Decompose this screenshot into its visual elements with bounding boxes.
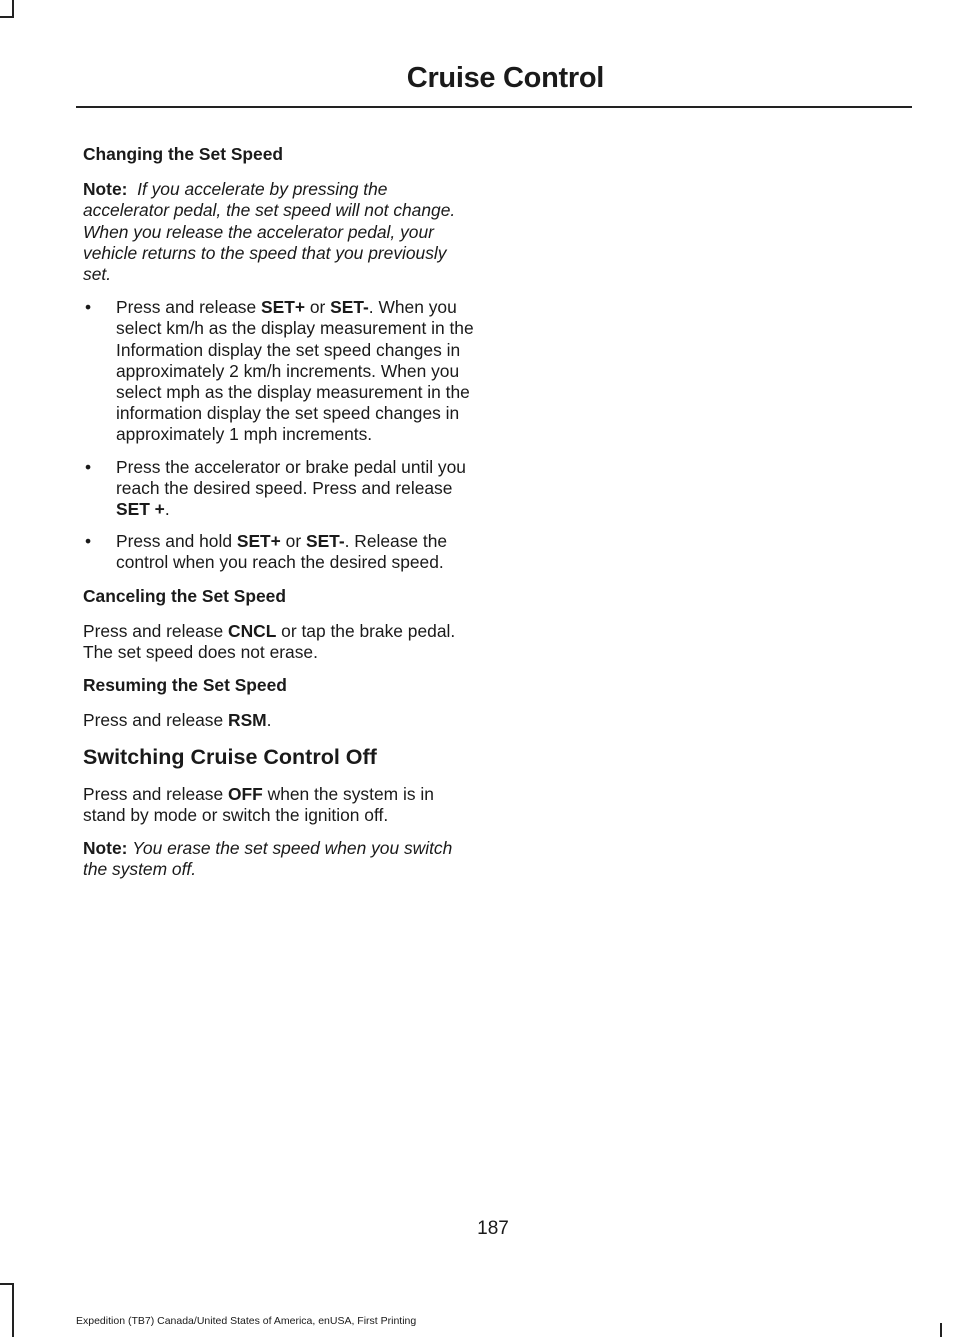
main-content bbox=[83, 144, 475, 892]
header-divider bbox=[76, 106, 912, 108]
note-label: Note: bbox=[83, 838, 128, 859]
footer-text: Expedition (TB7) Canada/United States of America, enUSA, First Printing bbox=[76, 1315, 417, 1327]
control-label: OFF bbox=[228, 783, 263, 804]
paragraph-resuming bbox=[83, 710, 475, 731]
page-number: 187 bbox=[477, 1218, 509, 1239]
control-label: CNCL bbox=[228, 620, 277, 641]
text: Press and release bbox=[83, 620, 229, 641]
control-label: RSM bbox=[228, 710, 267, 731]
control-label: SET- bbox=[330, 297, 369, 318]
text: . Release the control when you reach the desired speed. bbox=[116, 531, 448, 573]
control-label: SET+ bbox=[236, 531, 281, 552]
bullet-list bbox=[83, 297, 475, 573]
list-item bbox=[83, 297, 475, 445]
crop-mark-bottom-right bbox=[940, 1323, 942, 1337]
crop-mark-bottom-left bbox=[12, 1283, 14, 1337]
text: or bbox=[280, 531, 306, 552]
heading-canceling-set-speed: Canceling the Set Speed bbox=[83, 585, 286, 606]
text: . bbox=[164, 499, 170, 520]
text: . When you select km/h as the display measurement in the Information display the set speed changes in approximately 2 km/h increments. When you select mph as the display measurement in the information display the set speed changes in approximately 1 mph increments. bbox=[116, 297, 474, 445]
note-switching bbox=[83, 838, 475, 880]
note-label: Note: bbox=[83, 179, 128, 200]
control-label: SET+ bbox=[261, 297, 305, 318]
text: or bbox=[305, 297, 331, 318]
paragraph-switching bbox=[83, 784, 475, 826]
heading-switching-off: Switching Cruise Control Off bbox=[83, 744, 377, 769]
control-label: SET- bbox=[305, 531, 345, 552]
text: Press and release bbox=[83, 783, 229, 804]
crop-mark-top-left bbox=[12, 0, 14, 16]
text: or tap the brake pedal. The set speed does not erase. bbox=[83, 620, 456, 663]
text: when the system is in stand by mode or switch the ignition off. bbox=[83, 783, 434, 825]
text: Press and release bbox=[83, 710, 229, 731]
heading-resuming-set-speed: Resuming the Set Speed bbox=[83, 675, 287, 696]
note-text: You erase the set speed when you switch the system off. bbox=[83, 838, 453, 880]
page-title: Cruise Control bbox=[406, 62, 604, 94]
note-text: If you accelerate by pressing the accelerator pedal, the set speed will not change. When you release the accelerator pedal, your vehicle returns to the speed that you previously set. bbox=[83, 179, 456, 285]
crop-mark-top-left-h bbox=[0, 16, 14, 18]
text: Press and hold bbox=[116, 531, 237, 552]
control-label: SET + bbox=[116, 499, 165, 520]
paragraph-canceling bbox=[83, 621, 475, 663]
list-item bbox=[83, 457, 475, 521]
text: Press the accelerator or brake pedal until you reach the desired speed. Press and release bbox=[116, 456, 466, 498]
text: Press and release bbox=[116, 297, 262, 318]
crop-mark-bottom-left-h bbox=[0, 1283, 14, 1285]
text: . bbox=[266, 710, 272, 731]
list-item bbox=[83, 531, 475, 573]
note-changing bbox=[83, 179, 475, 285]
heading-changing-set-speed: Changing the Set Speed bbox=[83, 144, 284, 164]
